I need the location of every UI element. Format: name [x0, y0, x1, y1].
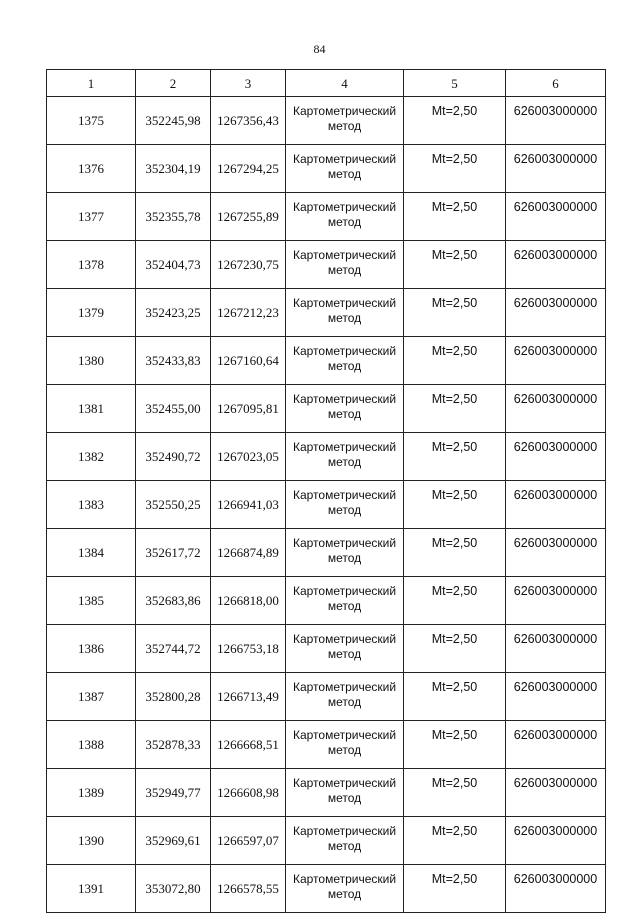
method-line-1: Картометрический [292, 584, 397, 598]
code-cell: 626003000000 [506, 529, 606, 577]
x-coordinate-cell: 352617,72 [136, 529, 211, 577]
y-coordinate-cell: 1266753,18 [211, 625, 286, 673]
code-cell: 626003000000 [506, 865, 606, 913]
code-cell: 626003000000 [506, 97, 606, 145]
y-coordinate-cell: 1266608,98 [211, 769, 286, 817]
method-cell [286, 673, 404, 721]
method-line-1: Картометрический [292, 296, 397, 310]
method-cell [286, 97, 404, 145]
method-line-1: Картометрический [292, 152, 397, 166]
point-number-cell: 1381 [47, 385, 136, 433]
y-coordinate-cell: 1266668,51 [211, 721, 286, 769]
point-number-cell: 1388 [47, 721, 136, 769]
column-header: 4 [286, 70, 404, 97]
code-cell: 626003000000 [506, 337, 606, 385]
x-coordinate-cell: 352800,28 [136, 673, 211, 721]
x-coordinate-cell: 352949,77 [136, 769, 211, 817]
x-coordinate-cell: 352355,78 [136, 193, 211, 241]
method-line-2: метод [327, 311, 362, 325]
y-coordinate-cell: 1267356,43 [211, 97, 286, 145]
method-cell [286, 577, 404, 625]
page-number: 84 [313, 42, 326, 56]
table-row [47, 193, 606, 241]
method-cell [286, 625, 404, 673]
method-line-1: Картометрический [292, 392, 397, 406]
x-coordinate-cell: 352878,33 [136, 721, 211, 769]
method-line-2: метод [327, 599, 362, 613]
table-row [47, 673, 606, 721]
x-coordinate-cell: 352744,72 [136, 625, 211, 673]
method-line-2: метод [327, 839, 362, 853]
method-line-2: метод [327, 215, 362, 229]
code-cell: 626003000000 [506, 817, 606, 865]
method-cell [286, 433, 404, 481]
x-coordinate-cell: 352490,72 [136, 433, 211, 481]
code-cell: 626003000000 [506, 241, 606, 289]
method-line-2: метод [327, 455, 362, 469]
table-row [47, 97, 606, 145]
y-coordinate-cell: 1267255,89 [211, 193, 286, 241]
method-cell [286, 145, 404, 193]
accuracy-cell: Mt=2,50 [404, 673, 506, 721]
y-coordinate-cell: 1267230,75 [211, 241, 286, 289]
y-coordinate-cell: 1267023,05 [211, 433, 286, 481]
table-row [47, 241, 606, 289]
x-coordinate-cell: 352433,83 [136, 337, 211, 385]
method-line-2: метод [327, 647, 362, 661]
method-line-1: Картометрический [292, 536, 397, 550]
x-coordinate-cell: 352304,19 [136, 145, 211, 193]
point-number-cell: 1386 [47, 625, 136, 673]
column-header: 1 [47, 70, 136, 97]
code-cell: 626003000000 [506, 433, 606, 481]
method-cell [286, 817, 404, 865]
accuracy-cell: Mt=2,50 [404, 721, 506, 769]
y-coordinate-cell: 1267095,81 [211, 385, 286, 433]
method-cell [286, 865, 404, 913]
code-cell: 626003000000 [506, 721, 606, 769]
code-cell: 626003000000 [506, 481, 606, 529]
point-number-cell: 1375 [47, 97, 136, 145]
table-row [47, 865, 606, 913]
table-row [47, 337, 606, 385]
table-body [47, 97, 606, 913]
code-cell: 626003000000 [506, 145, 606, 193]
method-line-2: метод [327, 119, 362, 133]
column-header: 3 [211, 70, 286, 97]
table-row [47, 289, 606, 337]
method-cell [286, 241, 404, 289]
y-coordinate-cell: 1266597,07 [211, 817, 286, 865]
method-line-2: метод [327, 167, 362, 181]
point-number-cell: 1377 [47, 193, 136, 241]
y-coordinate-cell: 1267294,25 [211, 145, 286, 193]
x-coordinate-cell: 353072,80 [136, 865, 211, 913]
accuracy-cell: Mt=2,50 [404, 97, 506, 145]
point-number-cell: 1387 [47, 673, 136, 721]
y-coordinate-cell: 1266578,55 [211, 865, 286, 913]
code-cell: 626003000000 [506, 577, 606, 625]
accuracy-cell: Mt=2,50 [404, 241, 506, 289]
x-coordinate-cell: 352455,00 [136, 385, 211, 433]
accuracy-cell: Mt=2,50 [404, 481, 506, 529]
method-line-2: метод [327, 887, 362, 901]
accuracy-cell: Mt=2,50 [404, 433, 506, 481]
accuracy-cell: Mt=2,50 [404, 385, 506, 433]
method-line-1: Картометрический [292, 824, 397, 838]
method-line-2: метод [327, 407, 362, 421]
method-cell [286, 721, 404, 769]
table-row [47, 817, 606, 865]
method-cell [286, 193, 404, 241]
column-header: 6 [506, 70, 606, 97]
point-number-cell: 1378 [47, 241, 136, 289]
coordinates-table [46, 69, 606, 913]
method-line-1: Картометрический [292, 200, 397, 214]
method-cell [286, 337, 404, 385]
accuracy-cell: Mt=2,50 [404, 817, 506, 865]
method-cell [286, 385, 404, 433]
x-coordinate-cell: 352969,61 [136, 817, 211, 865]
method-line-2: метод [327, 743, 362, 757]
table-row [47, 529, 606, 577]
accuracy-cell: Mt=2,50 [404, 577, 506, 625]
method-cell [286, 529, 404, 577]
method-cell [286, 289, 404, 337]
method-line-2: метод [327, 503, 362, 517]
point-number-cell: 1390 [47, 817, 136, 865]
method-line-1: Картометрический [292, 728, 397, 742]
method-line-2: метод [327, 359, 362, 373]
point-number-cell: 1384 [47, 529, 136, 577]
method-cell [286, 769, 404, 817]
point-number-cell: 1391 [47, 865, 136, 913]
method-line-1: Картометрический [292, 248, 397, 262]
x-coordinate-cell: 352245,98 [136, 97, 211, 145]
y-coordinate-cell: 1267212,23 [211, 289, 286, 337]
method-line-2: метод [327, 695, 362, 709]
table-row [47, 577, 606, 625]
table-row [47, 625, 606, 673]
table-row [47, 145, 606, 193]
method-line-1: Картометрический [292, 872, 397, 886]
code-cell: 626003000000 [506, 193, 606, 241]
column-header: 5 [404, 70, 506, 97]
method-line-1: Картометрический [292, 488, 397, 502]
accuracy-cell: Mt=2,50 [404, 769, 506, 817]
x-coordinate-cell: 352423,25 [136, 289, 211, 337]
point-number-cell: 1379 [47, 289, 136, 337]
y-coordinate-cell: 1266941,03 [211, 481, 286, 529]
accuracy-cell: Mt=2,50 [404, 193, 506, 241]
code-cell: 626003000000 [506, 289, 606, 337]
point-number-cell: 1376 [47, 145, 136, 193]
code-cell: 626003000000 [506, 625, 606, 673]
table-header-row [47, 70, 606, 97]
accuracy-cell: Mt=2,50 [404, 289, 506, 337]
table-row [47, 433, 606, 481]
method-line-1: Картометрический [292, 344, 397, 358]
point-number-cell: 1380 [47, 337, 136, 385]
y-coordinate-cell: 1266818,00 [211, 577, 286, 625]
method-cell [286, 481, 404, 529]
code-cell: 626003000000 [506, 385, 606, 433]
x-coordinate-cell: 352404,73 [136, 241, 211, 289]
accuracy-cell: Mt=2,50 [404, 625, 506, 673]
table-row [47, 385, 606, 433]
table-row [47, 721, 606, 769]
method-line-1: Картометрический [292, 680, 397, 694]
accuracy-cell: Mt=2,50 [404, 865, 506, 913]
column-header: 2 [136, 70, 211, 97]
y-coordinate-cell: 1266713,49 [211, 673, 286, 721]
x-coordinate-cell: 352550,25 [136, 481, 211, 529]
method-line-1: Картометрический [292, 104, 397, 118]
method-line-2: метод [327, 263, 362, 277]
y-coordinate-cell: 1266874,89 [211, 529, 286, 577]
point-number-cell: 1389 [47, 769, 136, 817]
x-coordinate-cell: 352683,86 [136, 577, 211, 625]
accuracy-cell: Mt=2,50 [404, 529, 506, 577]
method-line-2: метод [327, 791, 362, 805]
method-line-1: Картометрический [292, 632, 397, 646]
accuracy-cell: Mt=2,50 [404, 337, 506, 385]
point-number-cell: 1385 [47, 577, 136, 625]
code-cell: 626003000000 [506, 673, 606, 721]
accuracy-cell: Mt=2,50 [404, 145, 506, 193]
method-line-2: метод [327, 551, 362, 565]
code-cell: 626003000000 [506, 769, 606, 817]
table-row [47, 769, 606, 817]
table-row [47, 481, 606, 529]
method-line-1: Картометрический [292, 440, 397, 454]
point-number-cell: 1382 [47, 433, 136, 481]
method-line-1: Картометрический [292, 776, 397, 790]
point-number-cell: 1383 [47, 481, 136, 529]
y-coordinate-cell: 1267160,64 [211, 337, 286, 385]
